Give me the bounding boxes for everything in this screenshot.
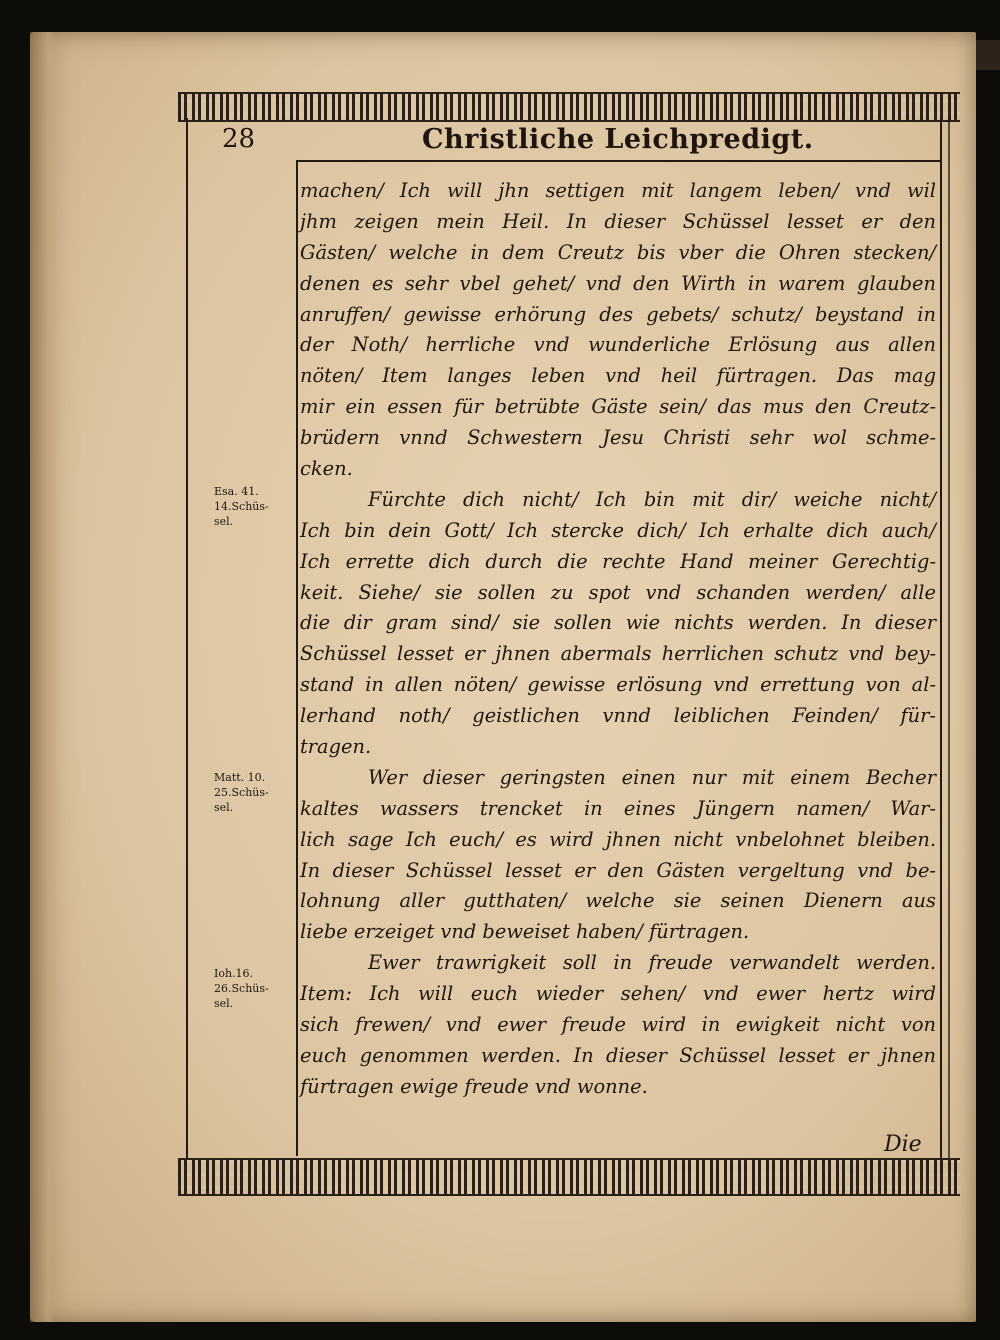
running-head: Christliche Leichpredigt.	[422, 124, 814, 155]
text-line: denen es sehr vbel gehet/ vnd den Wirth in warem glauben	[300, 271, 936, 295]
body-text	[300, 176, 936, 1103]
text-line: In dieser Schüssel lesset er den Gästen vergeltung vnd be-	[300, 858, 936, 882]
text-line: Fürchte dich nicht/ Ich bin mit dir/ weiche nicht/	[368, 487, 936, 511]
page-spine-shadow	[30, 32, 56, 1322]
text-line: jhm zeigen mein Heil. In dieser Schüssel lesset er den	[300, 209, 936, 233]
page-edge-tab	[976, 40, 1000, 70]
text-line: sich frewen/ vnd ewer freude wird in ewigkeit nicht von	[300, 1013, 936, 1037]
margin-note-line: sel.	[214, 515, 234, 528]
margin-note-ioh	[214, 966, 300, 1011]
text-line: Ich bin dein Gott/ Ich stercke dich/ Ich erhalte dich auch/	[300, 518, 936, 542]
text-line: brüdern vnnd Schwestern Jesu Christi sehr wol schme-	[300, 426, 936, 450]
text-line: fürtragen ewige freude vnd wonne.	[300, 1074, 648, 1098]
margin-note-esa	[214, 484, 300, 529]
text-line: cken.	[300, 457, 353, 481]
text-line: Schüssel lesset er jhnen abermals herrlichen schutz vnd bey-	[300, 642, 936, 666]
text-line: Wer dieser geringsten einen nur mit einem Becher	[368, 765, 936, 789]
page-number: 28	[222, 124, 256, 154]
text-line: keit. Siehe/ sie sollen zu spot vnd schanden werden/ alle	[300, 580, 936, 604]
text-line: Item: Ich will euch wieder sehen/ vnd ewer hertz wird	[300, 982, 936, 1006]
text-line: stand in allen nöten/ gewisse erlösung vnd errettung von al-	[300, 673, 936, 697]
text-line: lerhand noth/ geistlichen vnnd leiblichen Feinden/ für-	[300, 704, 936, 728]
margin-note-line: Ioh.16.	[214, 967, 254, 980]
margin-note-matt	[214, 770, 300, 815]
text-line: euch genommen werden. In dieser Schüssel lesset er jhnen	[300, 1043, 936, 1067]
text-line: liebe erzeiget vnd beweiset haben/ fürtragen.	[300, 920, 750, 944]
text-line: tragen.	[300, 735, 372, 759]
text-line: die dir gram sind/ sie sollen wie nichts werden. In dieser	[300, 611, 936, 635]
text-line: nöten/ Item langes leben vnd heil fürtragen. Das mag	[300, 364, 936, 388]
outer-frame-right-rule	[940, 118, 942, 1158]
margin-note-line: 26.Schüs-	[214, 982, 269, 995]
outer-frame-left-rule	[186, 118, 188, 1158]
text-line: lich sage Ich euch/ es wird jhnen nicht vnbelohnet bleiben.	[300, 827, 936, 851]
catchword: Die	[884, 1132, 922, 1157]
text-line: lohnung aller gutthaten/ welche sie seinen Dienern aus	[300, 889, 936, 913]
text-line: Ich errette dich durch die rechte Hand meiner Gerechtig-	[300, 549, 936, 573]
margin-note-line: sel.	[214, 997, 234, 1010]
text-line: Ewer trawrigkeit soll in freude verwandelt werden.	[368, 951, 936, 975]
margin-note-line: sel.	[214, 801, 234, 814]
text-line: der Noth/ herrliche vnd wunderliche Erlösung aus allen	[300, 333, 936, 357]
inner-frame-right-rule	[948, 118, 950, 1158]
text-line: Gästen/ welche in dem Creutz bis vber die Ohren stecken/	[300, 240, 936, 264]
text-line: kaltes wassers trencket in eines Jüngern namen/ War-	[300, 796, 936, 820]
header-underline-rule	[298, 160, 940, 162]
top-ornament-border	[178, 92, 960, 122]
bottom-ornament-border	[178, 1158, 960, 1196]
margin-note-line: Esa. 41.	[214, 485, 259, 498]
margin-note-line: 14.Schüs-	[214, 500, 269, 513]
text-line: machen/ Ich will jhn settigen mit langem leben/ vnd wil	[300, 179, 936, 202]
margin-note-line: Matt. 10.	[214, 771, 266, 784]
text-line: mir ein essen für betrübte Gäste sein/ das mus den Creutz-	[300, 395, 936, 419]
text-line: anruffen/ gewisse erhörung des gebets/ schutz/ beystand in	[300, 302, 936, 326]
margin-note-line: 25.Schüs-	[214, 786, 269, 799]
